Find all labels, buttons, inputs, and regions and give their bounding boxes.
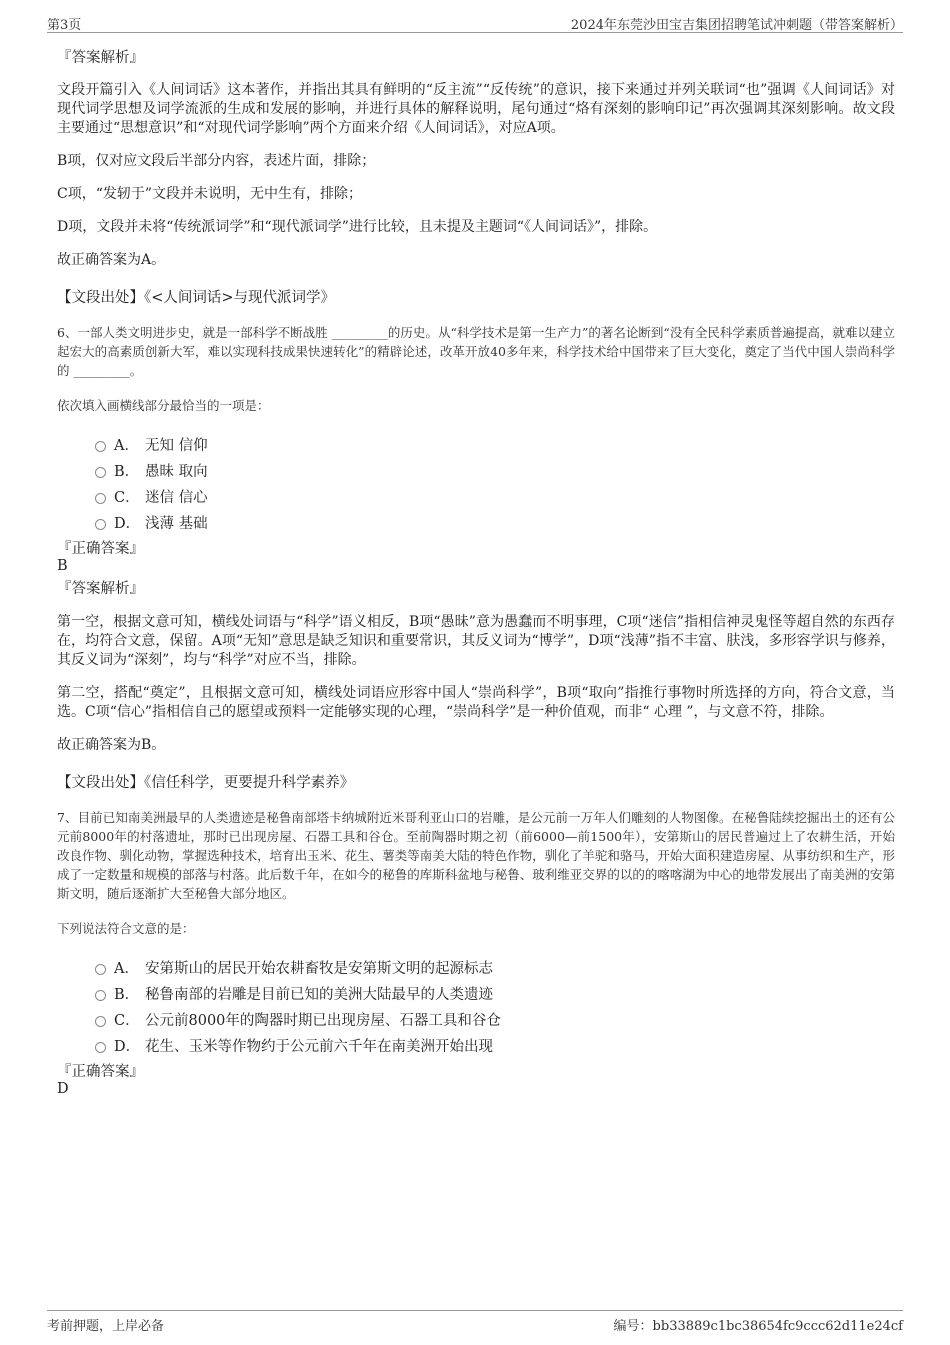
option-b[interactable] xyxy=(57,457,895,483)
analysis-paragraph: 第一空，根据文意可知，横线处词语与“科学”语义相反，B项“愚昧”意为愚蠢而不明事理，C项“迷信”指相信神灵鬼怪等超自然的东西存在，均符合文意，保留。A项“无知”意思是缺乏知识和重要常识，其反义词为“博学”，D项“浅薄”指不丰富、肤浅，多形容学识与修养，其反义词为“深刻”，均与“科学”对应不当，排除。 xyxy=(57,614,895,668)
question-7-options xyxy=(57,954,895,1058)
correct-answer: B xyxy=(57,558,68,574)
radio-icon[interactable] xyxy=(95,467,106,478)
option-letter: A． xyxy=(114,960,139,977)
option-c[interactable] xyxy=(57,1006,895,1032)
analysis-paragraph: D项，文段并未将“传统派词学”和“现代派词学”进行比较，且未提及主题词“《人间词话》”，排除。 xyxy=(57,219,658,235)
page-header xyxy=(47,12,903,33)
option-a[interactable] xyxy=(57,431,895,457)
question-6-options xyxy=(57,431,895,535)
page-content xyxy=(57,48,895,1098)
document-id: 编号：bb33889c1bc38654fc9ccc62d11e24cf xyxy=(613,1319,903,1334)
option-text: 迷信 信心 xyxy=(145,489,208,506)
source-citation: 【文段出处】《<人间词话>与现代派词学》 xyxy=(57,290,336,306)
question-6-text: 6、一部人类文明进步史，就是一部科学不断战胜 _________的历史。从“科学技术是第一生产力”的著名论断到“没有全民科学素质普遍提高，就难以建立起宏大的高素质创新大军，难以实现科技成果快速转化”的精辟论述，改革开放40多年来，科学技术给中国带来了巨大变化，奠定了当代中国人崇尚科学的 _________。 xyxy=(57,325,895,378)
option-letter: D． xyxy=(114,1038,141,1055)
analysis-label: 『答案解析』 xyxy=(57,50,144,66)
option-text: 无知 信仰 xyxy=(145,437,208,454)
option-d[interactable] xyxy=(57,1032,895,1058)
analysis-paragraph: 第二空，搭配“奠定”，且根据文意可知，横线处词语应形容中国人“崇尚科学”，B项“取向”指推行事物时所选择的方向，符合文意，当选。C项“信心”指相信自己的愿望或预料一定能够实现的心理，“崇尚科学”是一种价值观，而非“ 心理 ”，与文意不符，排除。 xyxy=(57,685,895,720)
question-6-prompt: 依次填入画横线部分最恰当的一项是： xyxy=(57,398,270,413)
document-title: 2024年东莞沙田宝吉集团招聘笔试冲刺题（带答案解析） xyxy=(570,18,903,33)
page-footer xyxy=(47,1310,903,1333)
analysis-paragraph: C项，“发轫于”文段并未说明，无中生有，排除； xyxy=(57,186,363,202)
option-a[interactable] xyxy=(57,954,895,980)
option-text: 秘鲁南部的岩雕是目前已知的美洲大陆最早的人类遗迹 xyxy=(145,986,493,1003)
analysis-paragraph: 文段开篇引入《人间词话》这本著作，并指出其具有鲜明的“反主流”“反传统”的意识，接下来通过并列关联词“也”强调《人间词话》对现代词学思想及词学流派的生成和发展的影响，并进行具体的解释说明，尾句通过“烙有深刻的影响印记”再次强调其深刻影响。故文段主要通过“思想意识”和“对现代词学影响”两个方面来介绍《人间词话》，对应A项。 xyxy=(57,82,895,136)
option-letter: C． xyxy=(114,489,140,506)
radio-icon[interactable] xyxy=(95,964,106,975)
radio-icon[interactable] xyxy=(95,493,106,504)
analysis-paragraph: B项，仅对应文段后半部分内容，表述片面，排除； xyxy=(57,153,376,169)
analysis-conclusion: 故正确答案为A。 xyxy=(57,252,166,268)
correct-answer-label: 『正确答案』 xyxy=(57,541,144,557)
question-7-prompt: 下列说法符合文意的是： xyxy=(57,921,195,936)
correct-answer-label: 『正确答案』 xyxy=(57,1064,144,1080)
option-letter: B． xyxy=(114,463,140,480)
option-letter: C． xyxy=(114,1012,140,1029)
option-text: 愚昧 取向 xyxy=(145,463,208,480)
question-7-text: 7、目前已知南美洲最早的人类遗迹是秘鲁南部塔卡纳城附近米哥利亚山口的岩雕，是公元前一万年人们雕刻的人物图像。在秘鲁陆续挖掘出土的还有公元前8000年的村落遗址，那时已出现房屋、石器工具和谷仓。至前陶器时期之初（前6000—前1500年），安第斯山的居民普遍过上了农耕生活，开始改良作物、驯化动物，掌握选种技术，培育出玉米、花生、薯类等南美大陆的特色作物，驯化了羊驼和骆马，开始大面积建造房屋、从事纺织和生产，形成了一定数量和规模的部落与村落。此后数千年，在如今的秘鲁的库斯科盆地与秘鲁、玻利维亚交界的以的的喀喀湖为中心的地带发展出了南美洲的安第斯文明，随后逐渐扩大至秘鲁大部分地区。 xyxy=(57,810,895,901)
radio-icon[interactable] xyxy=(95,519,106,530)
option-letter: A． xyxy=(114,437,139,454)
option-text: 花生、玉米等作物约于公元前六千年在南美洲开始出现 xyxy=(145,1038,493,1055)
radio-icon[interactable] xyxy=(95,441,106,452)
option-b[interactable] xyxy=(57,980,895,1006)
radio-icon[interactable] xyxy=(95,1016,106,1027)
option-d[interactable] xyxy=(57,509,895,535)
page-number: 第3页 xyxy=(47,18,82,33)
option-text: 公元前8000年的陶器时期已出现房屋、石器工具和谷仓 xyxy=(145,1012,501,1029)
analysis-label: 『答案解析』 xyxy=(57,581,144,597)
source-citation: 【文段出处】《信任科学，更要提升科学素养》 xyxy=(57,775,355,791)
analysis-conclusion: 故正确答案为B。 xyxy=(57,737,166,753)
radio-icon[interactable] xyxy=(95,1042,106,1053)
option-letter: B． xyxy=(114,986,140,1003)
radio-icon[interactable] xyxy=(95,990,106,1001)
option-c[interactable] xyxy=(57,483,895,509)
option-text: 安第斯山的居民开始农耕畜牧是安第斯文明的起源标志 xyxy=(145,960,493,977)
option-letter: D． xyxy=(114,515,141,532)
option-text: 浅薄 基础 xyxy=(145,515,208,532)
correct-answer: D xyxy=(57,1081,69,1097)
footer-slogan: 考前押题，上岸必备 xyxy=(47,1319,165,1334)
